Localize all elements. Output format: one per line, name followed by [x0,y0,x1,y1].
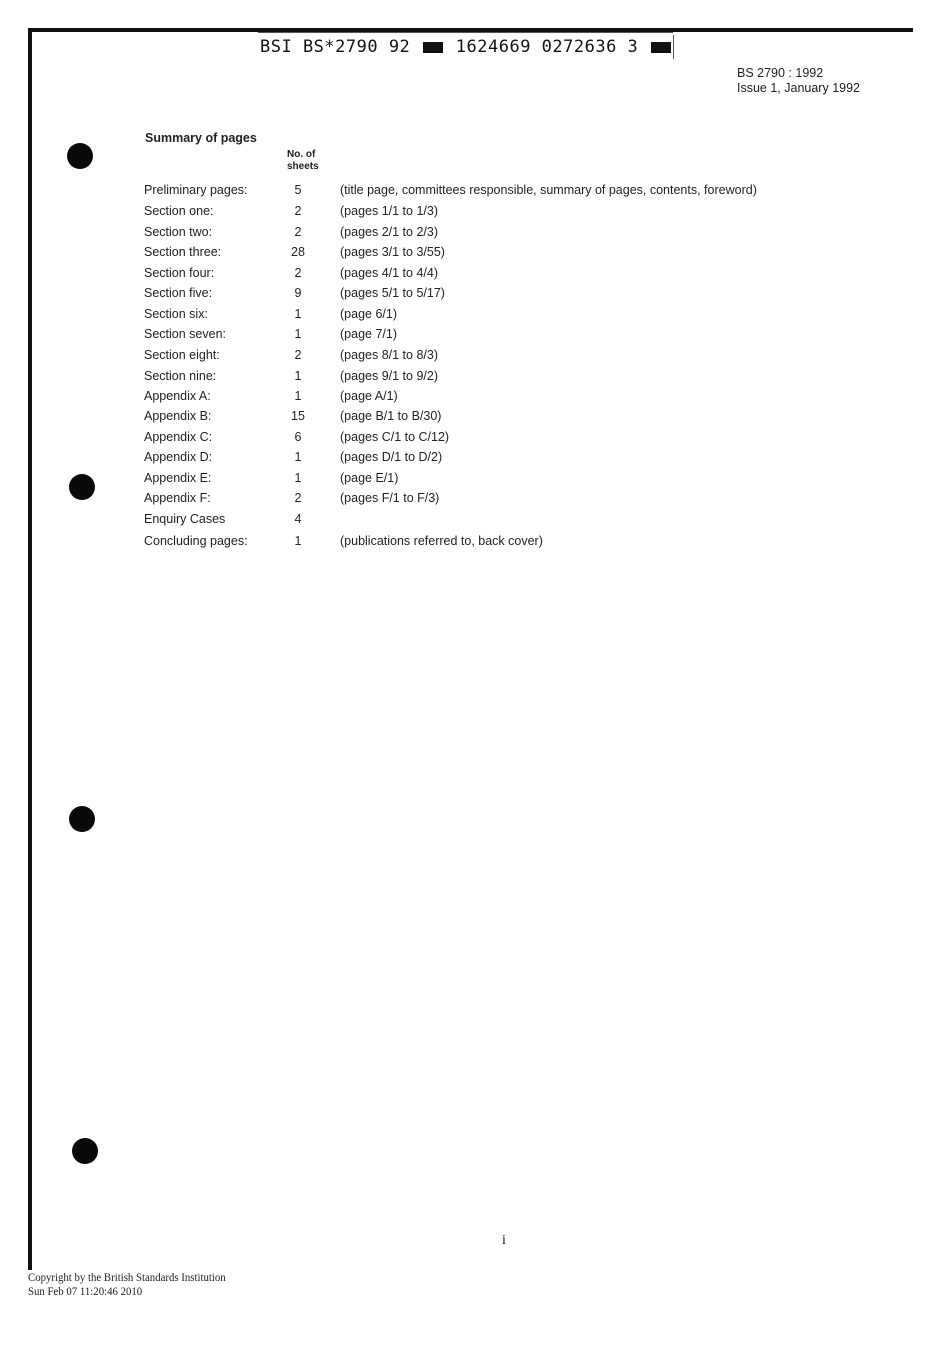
table-row [0,201,950,221]
standard-header [737,66,860,96]
sheets-column-header: No. of sheets [287,149,319,172]
punch-hole [72,1138,98,1164]
row-sheets: 1 [294,471,302,485]
table-row [0,345,950,365]
table-row [0,406,950,426]
table-row [0,488,950,508]
row-sheets: 1 [294,450,302,464]
row-sheets: 2 [294,204,302,218]
punch-hole [67,143,93,169]
table-row [0,304,950,324]
copyright-notice: Copyright by the British Standards Institution [28,1270,226,1284]
row-label: Section one: [144,204,214,218]
row-pages: (page 6/1) [340,307,397,321]
row-sheets: 4 [294,512,302,526]
row-sheets: 15 [291,409,305,423]
row-label: Appendix C: [144,430,213,444]
row-pages: (pages 3/1 to 3/55) [340,245,445,259]
row-label: Section two: [144,225,213,239]
row-sheets: 1 [294,389,302,403]
row-sheets: 5 [294,183,302,197]
row-label: Appendix A: [144,389,211,403]
row-label: Section nine: [144,369,217,383]
table-row [0,468,950,488]
row-pages: (page A/1) [340,389,398,403]
document-id-number: 1624669 0272636 3 [455,37,639,57]
row-label: Section four: [144,266,215,280]
black-block-mark [423,42,443,53]
row-label: Section three: [144,245,222,259]
row-pages: (page B/1 to B/30) [340,409,442,423]
row-sheets: 1 [294,534,302,548]
page-number: i [502,1233,506,1248]
table-row [0,263,950,283]
row-label: Section six: [144,307,208,321]
document-id-line [260,37,673,57]
summary-title: Summary of pages [145,131,257,145]
document-id-code: BSI BS*2790 92 [260,37,411,57]
row-sheets: 28 [291,245,305,259]
table-row [0,283,950,303]
row-label: Concluding pages: [144,534,248,548]
row-sheets: 1 [294,307,302,321]
table-row [0,386,950,406]
row-sheets: 1 [294,327,302,341]
row-sheets: 2 [294,266,302,280]
table-row [0,180,950,200]
row-pages: (pages 5/1 to 5/17) [340,286,445,300]
row-sheets: 2 [294,225,302,239]
row-label: Appendix F: [144,491,211,505]
row-sheets: 6 [294,430,302,444]
table-row [0,222,950,242]
row-pages: (pages 2/1 to 2/3) [340,225,438,239]
table-row [0,366,950,386]
row-pages: (publications referred to, back cover) [340,534,543,548]
row-label: Appendix D: [144,450,213,464]
header-rule [258,32,673,33]
row-label: Preliminary pages: [144,183,248,197]
header-rule-tick [673,35,674,59]
table-row [0,242,950,262]
row-pages: (pages 4/1 to 4/4) [340,266,438,280]
copyright-footer [28,1270,226,1298]
row-sheets: 1 [294,369,302,383]
row-pages: (pages 9/1 to 9/2) [340,369,438,383]
row-pages: (pages 1/1 to 1/3) [340,204,438,218]
punch-hole [69,806,95,832]
row-label: Section five: [144,286,213,300]
download-timestamp: Sun Feb 07 11:20:46 2010 [28,1284,143,1298]
row-label: Section eight: [144,348,220,362]
row-sheets: 9 [294,286,302,300]
row-pages: (pages F/1 to F/3) [340,491,440,505]
row-label: Section seven: [144,327,226,341]
row-sheets: 2 [294,348,302,362]
issue-date: Issue 1, January 1992 [737,81,860,95]
row-pages: (page 7/1) [340,327,397,341]
row-label: Appendix E: [144,471,212,485]
standard-number: BS 2790 : 1992 [737,66,824,80]
row-pages: (pages C/1 to C/12) [340,430,450,444]
table-row [0,531,950,551]
row-label: Enquiry Cases [144,512,226,526]
row-pages: (pages D/1 to D/2) [340,450,443,464]
row-pages: (pages 8/1 to 8/3) [340,348,438,362]
table-row [0,427,950,447]
row-pages: (title page, committees responsible, summary of pages, contents, foreword) [340,183,757,197]
row-sheets: 2 [294,491,302,505]
table-row [0,509,950,529]
row-label: Appendix B: [144,409,212,423]
table-row [0,447,950,467]
table-row [0,324,950,344]
row-pages: (page E/1) [340,471,399,485]
black-block-mark [651,42,671,53]
